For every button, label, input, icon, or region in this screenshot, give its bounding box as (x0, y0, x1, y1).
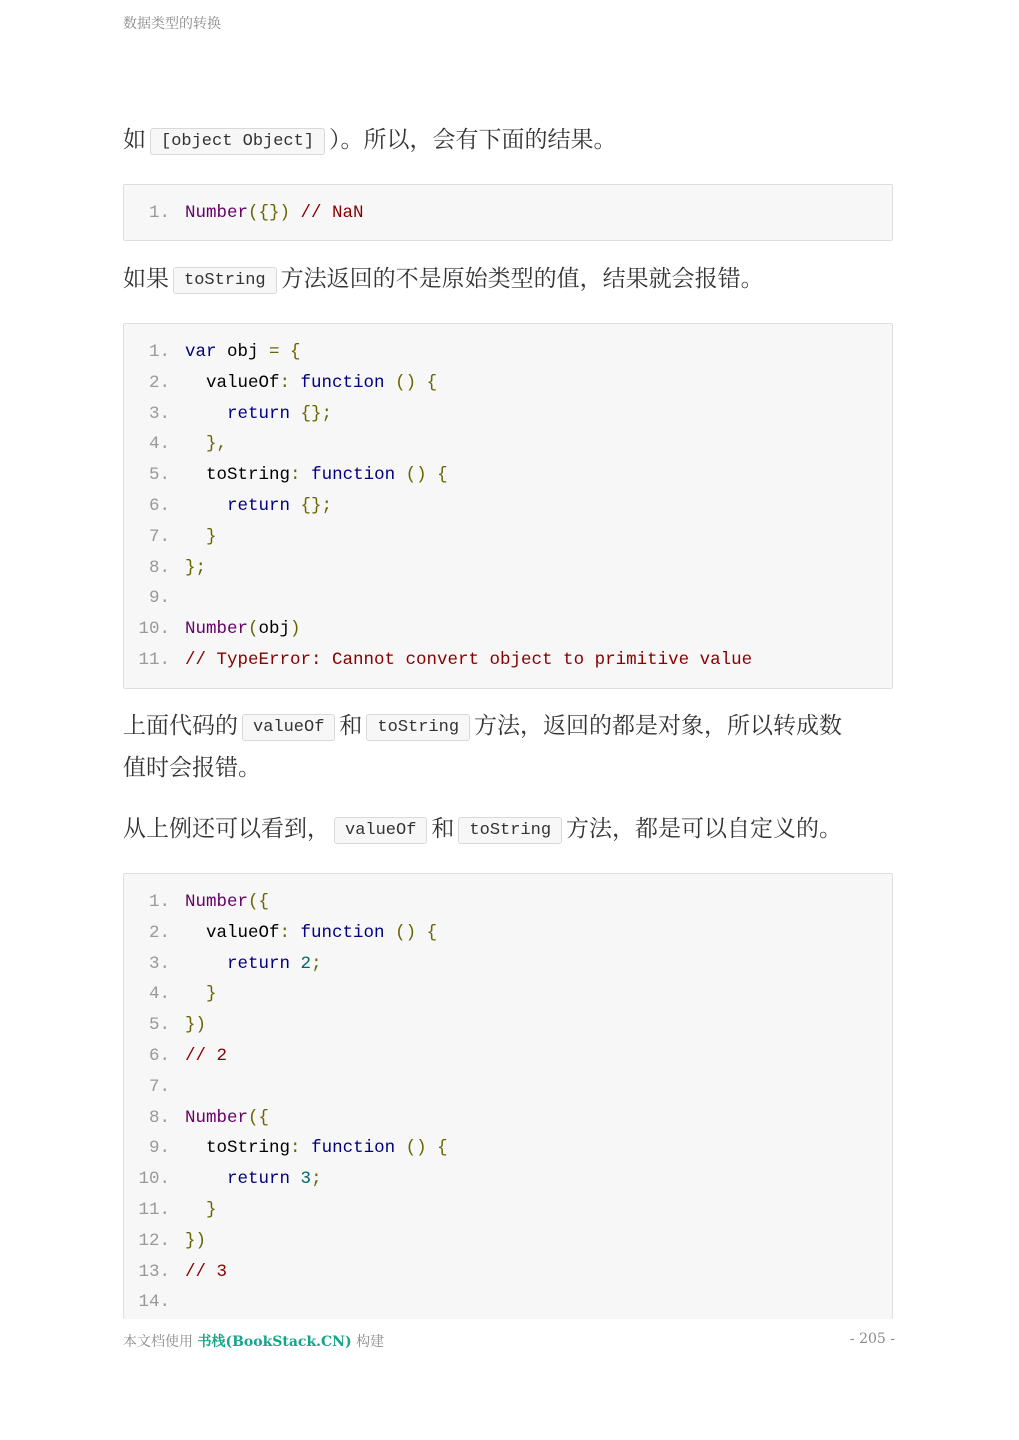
line-number: 4. (148, 984, 170, 1005)
code-token: : (279, 922, 291, 943)
code-token (185, 404, 227, 424)
code-token (290, 954, 301, 974)
line-number: 14. (138, 1292, 170, 1313)
code-text (185, 553, 206, 584)
code-text (185, 1103, 269, 1134)
code-text (185, 1257, 227, 1288)
code-token: }, (206, 434, 228, 455)
code-text (185, 1226, 206, 1257)
code-text (185, 887, 269, 918)
code-token (290, 203, 301, 223)
code-text (185, 949, 322, 980)
code-line (124, 1287, 892, 1318)
text: 方法，都是可以自定义的。 (566, 816, 843, 842)
code-token (185, 1200, 206, 1220)
text: 如 (123, 127, 146, 153)
code-token: } (206, 526, 217, 547)
line-number: 8. (148, 1107, 170, 1128)
code-token: valueOf (185, 922, 280, 943)
code-token: 2 (300, 953, 312, 974)
code-token: // NaN (300, 203, 364, 223)
text: 方法返回的不是原始类型的值，结果就会报错。 (280, 266, 764, 292)
code-block-1 (123, 184, 893, 241)
line-number: 11. (138, 1199, 170, 1220)
text: ）。所以，会有下面的结果。 (329, 127, 617, 153)
code-line (124, 979, 892, 1010)
paragraph-explanation (123, 705, 895, 789)
code-token (185, 954, 227, 974)
code-token: return (227, 495, 291, 516)
inline-code: valueOf (334, 817, 427, 844)
code-block-3 (123, 873, 893, 1319)
line-number: 4. (148, 434, 170, 455)
code-line (124, 368, 892, 399)
code-line (124, 1072, 892, 1103)
page-number: - 205 - (849, 1331, 895, 1347)
code-token: () { (395, 372, 438, 393)
paragraph-tostring-error (123, 258, 895, 304)
line-number: 2. (148, 922, 170, 943)
code-token: toString (185, 465, 291, 486)
code-token: }; (185, 557, 207, 578)
code-token (395, 1138, 406, 1158)
code-line (124, 429, 892, 460)
code-text (185, 979, 217, 1010)
code-text (185, 1041, 227, 1072)
code-token: // 2 (185, 1045, 228, 1066)
code-text (185, 1195, 217, 1226)
code-line (124, 491, 892, 522)
code-token: Number (185, 892, 249, 912)
paragraph-object-object (123, 119, 895, 165)
code-line (124, 614, 892, 645)
text: 和 (339, 713, 363, 739)
code-line (124, 949, 892, 980)
text: 方法，返回的都是对象，所以转成数 (474, 713, 843, 739)
line-number: 6. (148, 495, 170, 516)
code-token: return (227, 403, 291, 424)
code-token: ( (248, 619, 259, 640)
code-token (185, 984, 206, 1004)
code-token: Number (185, 1107, 249, 1128)
code-token: obj (216, 342, 270, 362)
code-token (290, 373, 301, 393)
line-number: 3. (148, 953, 170, 974)
code-token: // TypeError: Cannot convert object to primitive value (185, 649, 753, 670)
code-token (185, 527, 206, 547)
running-header: 数据类型的转换 (123, 16, 221, 32)
code-token (290, 923, 301, 943)
paragraph-custom (123, 808, 895, 854)
code-line (124, 198, 892, 229)
line-number: 11. (138, 649, 170, 670)
code-token (301, 1138, 312, 1158)
code-token: function (300, 372, 385, 393)
code-text (185, 918, 437, 949)
code-text (185, 1164, 322, 1195)
line-number: 12. (138, 1230, 170, 1251)
code-token (185, 496, 227, 516)
code-text (185, 460, 448, 491)
text: 上面代码的 (123, 713, 238, 739)
code-line (124, 918, 892, 949)
code-text (185, 368, 437, 399)
code-token: } (206, 984, 217, 1005)
code-token: } (206, 1199, 217, 1220)
code-token: function (300, 922, 385, 943)
line-number: 5. (148, 1015, 170, 1036)
line-number: 7. (148, 526, 170, 547)
line-number: 13. (138, 1261, 170, 1282)
code-line (124, 1041, 892, 1072)
code-line (124, 399, 892, 430)
code-line (124, 1133, 892, 1164)
code-token: }) (185, 1230, 207, 1251)
code-token: var (185, 342, 217, 362)
code-text (185, 614, 301, 645)
line-number: 6. (148, 1045, 170, 1066)
code-token: Number (185, 619, 249, 640)
code-token: () { (405, 1138, 448, 1159)
code-token: ; (311, 953, 322, 974)
code-line (124, 1195, 892, 1226)
code-line (124, 583, 892, 614)
code-text (185, 198, 364, 229)
line-number: 1. (148, 342, 170, 362)
code-line (124, 553, 892, 584)
code-token: : (290, 465, 301, 486)
code-token: : (290, 1138, 301, 1159)
code-line (124, 460, 892, 491)
code-text (185, 399, 332, 430)
code-line (124, 887, 892, 918)
code-line (124, 337, 892, 368)
text: 如果 (123, 266, 169, 292)
code-token: ) (290, 619, 301, 640)
code-token: ; (311, 1169, 322, 1190)
code-token: Number (185, 203, 249, 223)
code-token (290, 404, 301, 424)
code-token (185, 1169, 227, 1189)
code-token: function (311, 1138, 396, 1159)
code-text (185, 491, 332, 522)
inline-code: toString (366, 714, 470, 741)
paragraph-line (123, 705, 895, 747)
code-token: = { (269, 342, 301, 362)
inline-code: valueOf (242, 714, 335, 741)
code-token (185, 434, 206, 454)
line-number: 3. (148, 403, 170, 424)
code-text (185, 1133, 448, 1164)
line-number: 10. (138, 619, 170, 640)
text: 和 (431, 816, 455, 842)
code-line (124, 1226, 892, 1257)
code-token: function (311, 465, 396, 486)
code-block-2 (123, 323, 893, 689)
code-token (290, 1169, 301, 1189)
code-token: : (279, 372, 291, 393)
inline-code: [object Object] (150, 128, 325, 155)
inline-code: toString (458, 817, 562, 844)
code-token: {}; (300, 403, 333, 424)
code-text (185, 337, 301, 368)
footer-suffix: 构建 (356, 1334, 385, 1350)
code-token: () { (405, 465, 448, 486)
code-token: () { (395, 922, 438, 943)
code-line (124, 645, 892, 676)
code-token: return (227, 1169, 291, 1190)
code-token: // 3 (185, 1261, 228, 1282)
line-number: 1. (148, 892, 170, 912)
code-token (290, 496, 301, 516)
code-token: {}; (300, 495, 333, 516)
line-number: 7. (148, 1076, 170, 1097)
line-number: 1. (148, 203, 170, 223)
line-number: 8. (148, 557, 170, 578)
code-token: obj (258, 619, 291, 640)
code-text (185, 429, 227, 460)
code-text (185, 645, 752, 676)
code-line (124, 1010, 892, 1041)
code-line (124, 522, 892, 553)
code-token: ({ (248, 892, 270, 912)
code-token: 3 (300, 1169, 312, 1190)
line-number: 9. (148, 588, 170, 609)
line-number: 9. (148, 1138, 170, 1159)
footer-credit (123, 1331, 384, 1351)
text: 从上例还可以看到， (123, 816, 330, 842)
code-token: valueOf (185, 372, 280, 393)
code-token: ({ (248, 1107, 270, 1128)
code-token (385, 373, 396, 393)
code-token (395, 465, 406, 485)
code-line (124, 1164, 892, 1195)
inline-code: toString (173, 267, 277, 294)
code-token: toString (185, 1138, 291, 1159)
code-token (385, 923, 396, 943)
code-line (124, 1257, 892, 1288)
code-text (185, 522, 217, 553)
code-text (185, 1010, 206, 1041)
code-line (124, 1103, 892, 1134)
code-token: }) (185, 1015, 207, 1036)
code-token (301, 465, 312, 485)
bookstack-link[interactable]: 书栈(BookStack.CN) (197, 1334, 352, 1350)
footer-prefix: 本文档使用 (123, 1334, 193, 1350)
paragraph-line: 值时会报错。 (123, 755, 261, 781)
line-number: 2. (148, 372, 170, 393)
line-number: 5. (148, 465, 170, 486)
code-token: return (227, 953, 291, 974)
code-token: ({}) (248, 203, 291, 223)
line-number: 10. (138, 1169, 170, 1190)
